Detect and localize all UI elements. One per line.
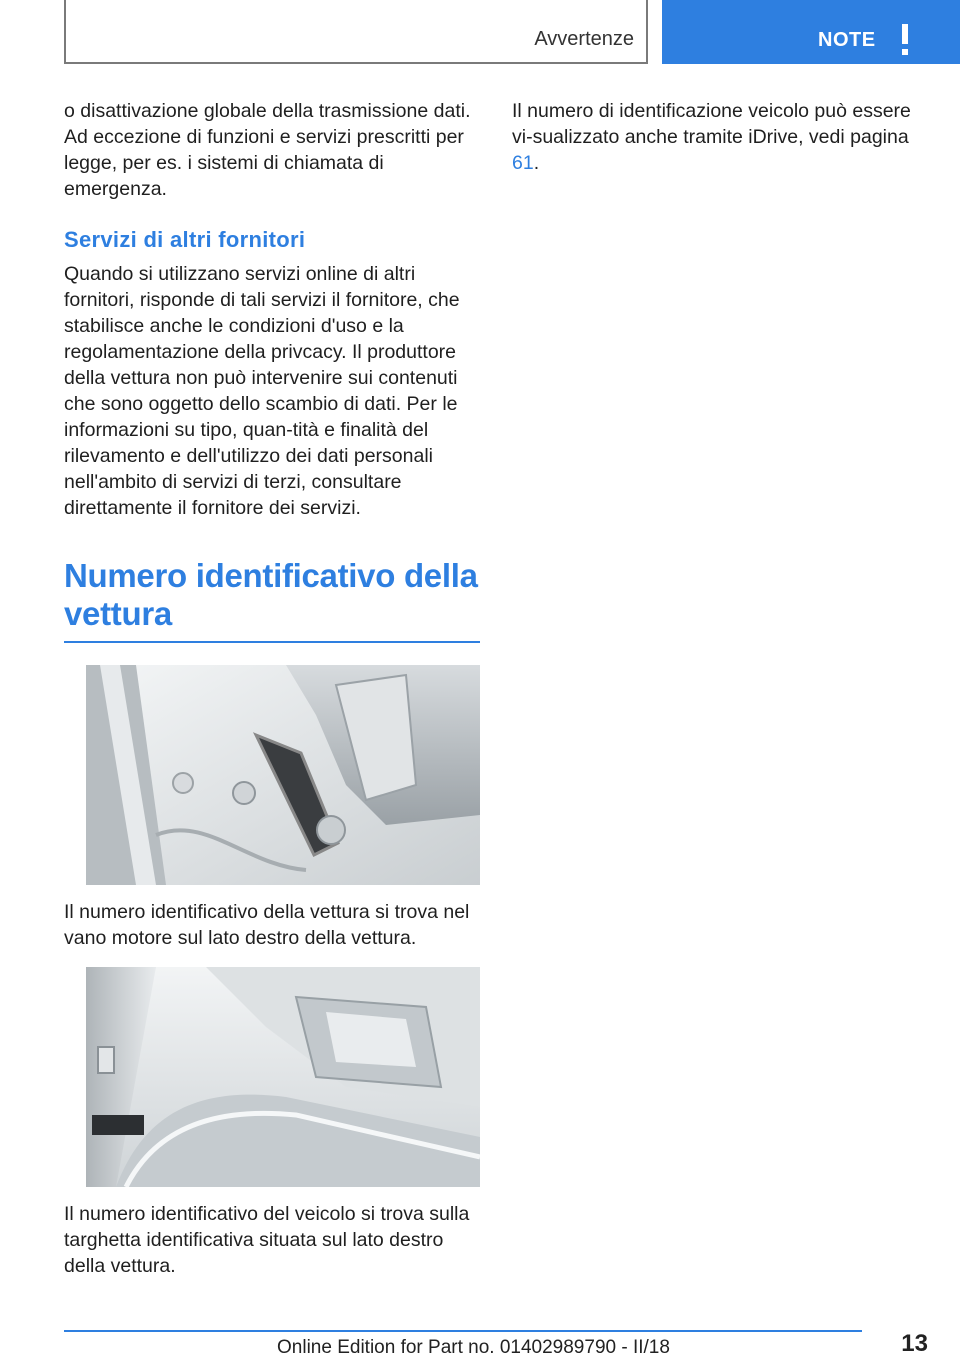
door-sill-illustration	[86, 967, 480, 1187]
idrive-paragraph-end: .	[533, 152, 540, 174]
header-section-box	[64, 0, 648, 64]
engine-bay-figure	[86, 665, 480, 885]
note-tab-label: NOTE	[818, 29, 876, 51]
door-sill-figure	[86, 967, 480, 1187]
edition-text: Online Edition for Part no. 01402989790 - II/18	[277, 1337, 670, 1358]
figure1-caption: Il numero identificativo della vettura si trova nel vano motore sul lato destro della vettura.	[64, 901, 470, 949]
left-column	[64, 98, 480, 1279]
figure2-caption: Il numero identificativo del veicolo si trova sulla targhetta identificativa situata sul lato destro della vettura.	[64, 1203, 470, 1277]
idrive-paragraph-text: Il numero di identificazione veicolo può essere vi-sualizzato anche tramite iDrive, vedi pagina	[512, 100, 911, 148]
intro-paragraph: o disattivazione globale della trasmissione dati. Ad eccezione di funzioni e servizi prescritti per legge, per es. i sistemi di chiamata di emergenza.	[64, 100, 471, 200]
page-number: 13	[901, 1330, 928, 1357]
section-title: Servizi di altri fornitori	[64, 227, 306, 252]
idrive-paragraph	[512, 98, 928, 176]
page-link-61[interactable]: 61	[512, 152, 534, 174]
note-tab	[662, 0, 960, 64]
chapter-title: Numero identificativo della vettura	[64, 557, 478, 632]
engine-bay-illustration	[86, 665, 480, 885]
exclamation-icon	[898, 24, 912, 56]
header-section-title: Avvertenze	[534, 28, 634, 50]
section-paragraph: Quando si utilizzano servizi online di altri fornitori, risponde di tali servizi il fornitore, che stabilisce anche le condizioni d'uso e la regolamentazione della privcacy. Il produttore della vettura non può intervenire sui contenuti che sono oggetto dello scambio di dati. Per le informazioni su tipo, quan-tità e finalità del rilevamento e dell'utilizzo dei dati personali nell'ambito di servizi di terzi, consultare direttamente il fornitore dei servizi.	[64, 263, 460, 519]
footer-rule	[64, 1330, 862, 1332]
right-column	[512, 98, 928, 176]
